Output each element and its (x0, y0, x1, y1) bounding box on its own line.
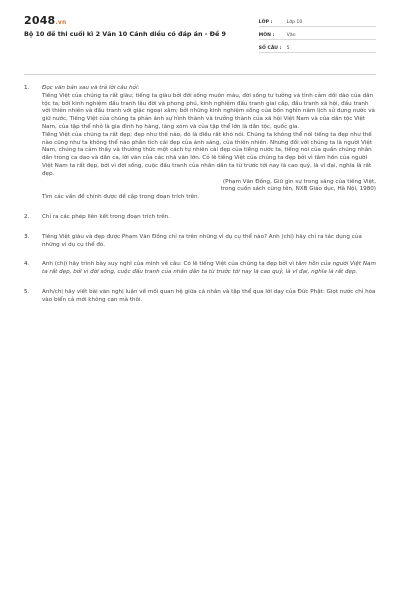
meta-info (259, 16, 376, 66)
question-body: Tiếng Việt giàu và đẹp được Phạm Văn Đồng chỉ ra trên những vì dụ cụ thể nào? Anh (chị) hãy chỉ ra tác dụng của những vì dụ cụ thể đó. (42, 233, 362, 248)
question-body (42, 85, 376, 202)
site-logo[interactable] (24, 14, 259, 27)
question-5 (24, 289, 376, 305)
question-body: Anh/chị hãy viết bài văn nghị luận về mối quan hệ giữa cá nhân và tập thể qua lời dạy của Đức Phật: Giọt nước chỉ hòa vào biển cả mới không cạn mà thôi. (42, 288, 376, 303)
question-number: 1. (24, 85, 30, 91)
passage-citation-line-2: trong cuốn sách cùng tên, NXB Giáo dục, Hà Nội, 1980) (220, 186, 376, 193)
question-1 (24, 85, 376, 202)
question-quote: tâm hồn của người Việt Nam ta rất đẹp, bởi vì đời sống, cuộc đấu tranh của nhân dân ta từ trước tới nay là cao quý, là vĩ đại, nghĩa là rất đẹp. (42, 261, 376, 276)
meta-label: SỐ CÂU : (258, 46, 282, 51)
meta-label: MÔN : (258, 33, 275, 38)
meta-value: 5 (286, 46, 290, 51)
passage-paragraph-2: Tiếng Việt của chúng ta rất đẹp; đẹp như thế nào, đó là điều rất khó nói. Chúng ta không thể nói tiếng ta đẹp như thế nào cũng như ta không thể nào phân tích cái đẹp của ánh sáng, của thiên nhiên. Nhưng đối với chúng ta là người Việt Nam, chúng ta cảm thấy và thưởng thức một cách tự nhiên cái đẹp của tiếng nước ta, tiếng nói của quần chúng nhân dân trong ca dao và dân ca, lời văn của các nhà văn lớn. Có lẽ tiếng Việt của chúng ta đẹp bởi vì tâm hồn của người Việt Nam ta rất đẹp, bởi vì đời sống, cuộc đấu tranh của nhân dân ta từ trước tới nay là cao quý, là vĩ đại, nghĩa là rất đẹp. (42, 131, 373, 177)
question-number: 4. (24, 261, 30, 268)
question-instruction: Đọc văn bản sau và trả lời câu hỏi: (42, 85, 140, 91)
header-divider (24, 74, 376, 75)
question-number: 5. (24, 288, 30, 295)
meta-row-class (259, 16, 376, 27)
meta-row-subject (259, 29, 376, 40)
question-number: 2. (24, 213, 30, 220)
question-ask: Tìm các vấn đề chính được đề cập trong đoạn trích trên. (42, 194, 200, 201)
question-text: Anh (chị) hãy trình bày suy nghĩ của mình về câu: Có lẽ tiếng Việt của chúng ta đẹp bởi vì (42, 261, 296, 268)
logo-main: 2048 (24, 14, 56, 27)
passage-citation-line-1: (Phạm Văn Đồng, Giữ gìn sự trong sáng của tiếng Việt, (222, 178, 376, 185)
document-header (24, 14, 376, 66)
question-body (42, 261, 376, 277)
question-3 (24, 234, 376, 250)
question-body: Chỉ ra các phép liên kết trong đoạn trích trên. (42, 213, 171, 220)
meta-label: LỚP : (258, 20, 273, 25)
passage-paragraph-1: Tiếng Việt của chúng ta rất giàu; tiếng ta giàu bởi đời sống muôn màu, đời sống tư tưởng và tình cảm dồi dào của dân tộc ta; bởi kinh nghiệm đấu tranh lâu đời và phong phú, kinh nghiệm đấu tranh giai cấp, đấu tranh xã hội, đấu tranh với thiên nhiên và đấu tranh với giặc ngoại xâm; bởi những kinh nghiệm sống của bốn nghìn năm lịch sử dựng nước và giữ nước, Tiếng Việt của chúng ta phản ánh sự hình thành và trưởng thành của xã hội Việt Nam và của dân tộc Việt Nam, của tập thể nhỏ là gia đình họ hàng, làng xóm và của tập thể lớn là dân tộc, quốc gia. (42, 92, 375, 130)
logo-suffix: .vn (55, 19, 67, 26)
question-2 (24, 214, 376, 222)
meta-row-count (259, 42, 376, 53)
question-4 (24, 261, 376, 277)
meta-value: Văn (286, 33, 296, 38)
meta-value: Lớp 10 (286, 20, 303, 25)
question-number: 3. (24, 233, 30, 240)
header-left (24, 14, 259, 66)
document-title: Bộ 10 đề thi cuối kì 2 Văn 10 Cánh diều có đáp án - Đề 9 (24, 30, 227, 38)
